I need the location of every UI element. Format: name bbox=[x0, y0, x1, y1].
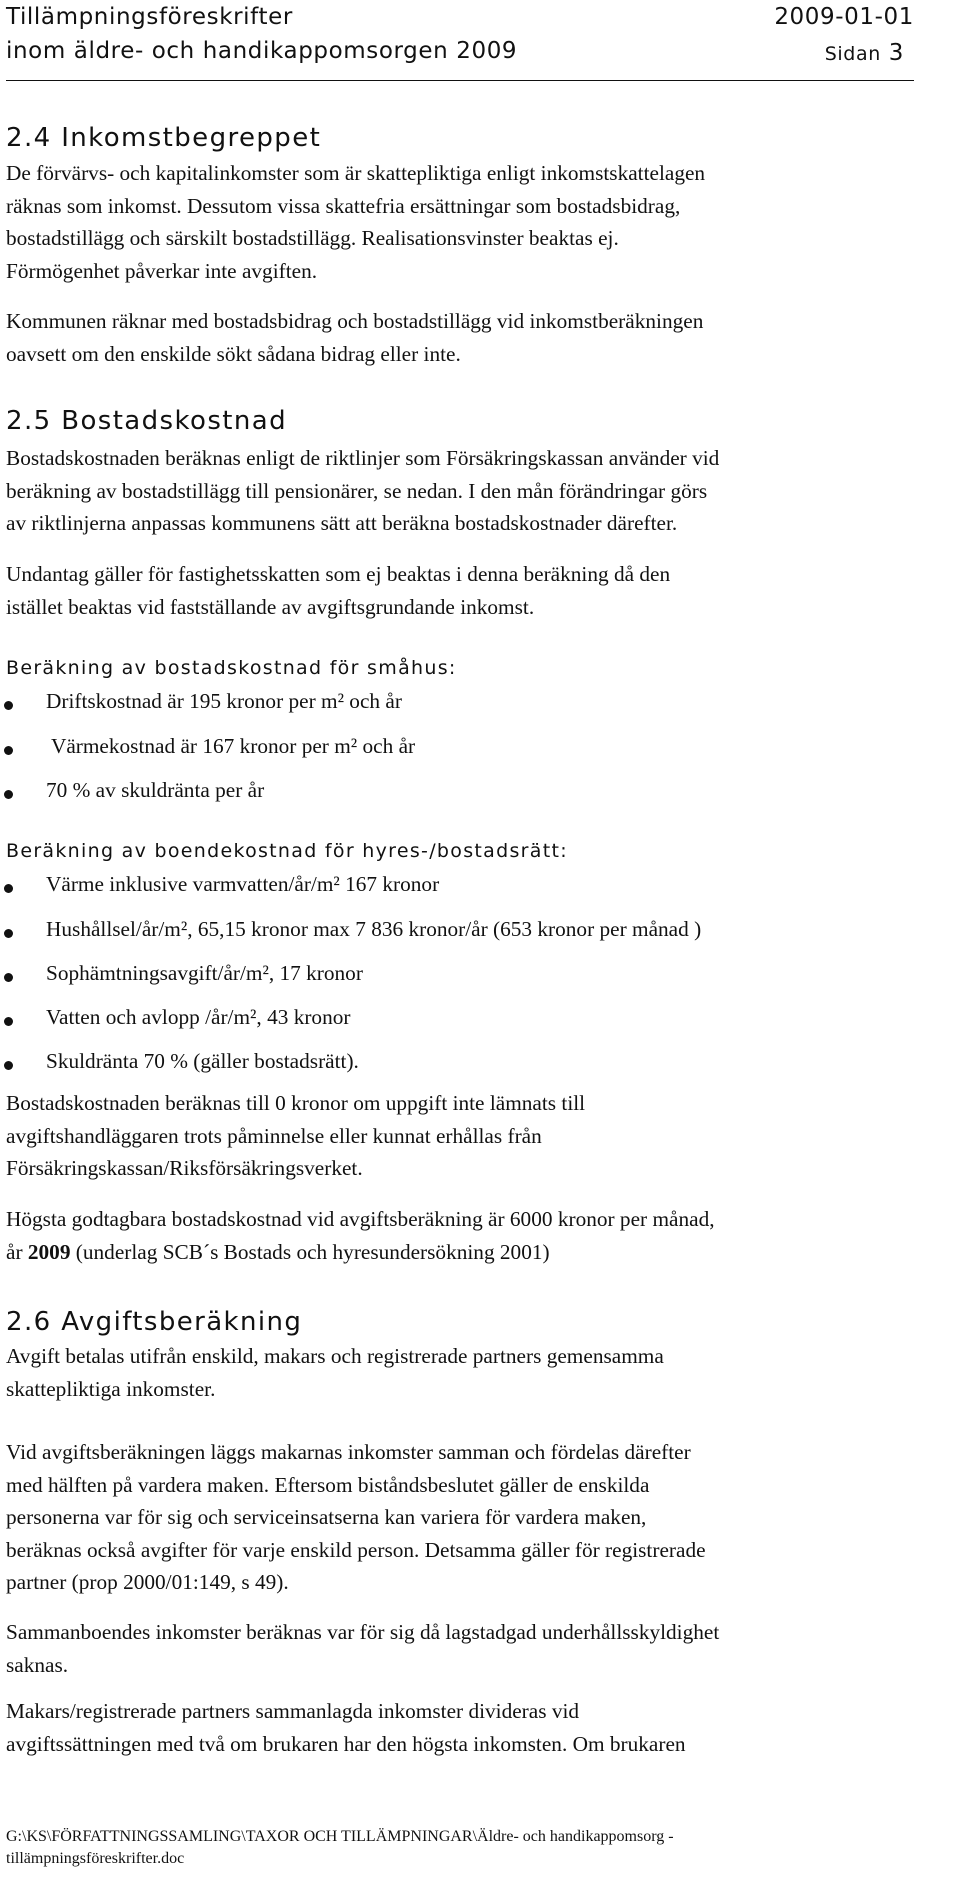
subheading-hyres-bostadsratt: Beräkning av boendekostnad för hyres-/bostadsrätt: bbox=[6, 840, 568, 862]
list-item: Hushållsel/år/m², 65,15 kronor max 7 836 kronor/år (653 kronor per månad ) bbox=[0, 917, 900, 949]
list-item: Skuldränta 70 % (gäller bostadsrätt). bbox=[0, 1049, 900, 1081]
bullet-icon bbox=[4, 929, 13, 938]
header-title-line2: inom äldre- och handikappomsorgen 2009 bbox=[6, 38, 518, 64]
paragraph-fastighetsskatt: Undantag gäller för fastighetsskatten som ej beaktas i denna beräkning då den istället beaktas vid fastställande av avgiftsgrundande inkomst. bbox=[6, 562, 671, 619]
list-item: Vatten och avlopp /år/m², 43 kronor bbox=[0, 1005, 900, 1037]
paragraph-inkomst-definition: De förvärvs- och kapitalinkomster som är skattepliktiga enligt inkomstskattelagen räknas som inkomst. Dessutom vissa skattefria ersättningar som bostadsbidrag, bostadstillägg och särskilt bostadstillägg. Realisationsvinster beaktas ej. Förmögenhet påverkar inte avgiften. bbox=[6, 161, 706, 283]
page-number: Sidan 3 bbox=[824, 40, 904, 66]
year-bold: 2009 bbox=[27, 1239, 71, 1264]
paragraph-registrerade-partners: Makars/registrerade partners sammanlagda inkomster divideras vid avgiftssättningen med två om brukaren har den högsta inkomsten. Om brukaren bbox=[6, 1699, 686, 1756]
paragraph-hogsta-bostadskostnad: Högsta godtagbara bostadskostnad vid avgiftsberäkning är 6000 kronor per månad, år 2009 (underlag SCB´s Bostads och hyresundersökning 2001) bbox=[6, 1207, 715, 1264]
bullet-icon bbox=[4, 701, 13, 710]
section-heading-inkomstbegreppet: 2.4 Inkomstbegreppet bbox=[6, 123, 322, 153]
page-footer-file-path: G:\KS\FÖRFATTNINGSSAMLING\TAXOR OCH TILLÄMPNINGAR\Äldre- och handikappomsorg - tillämpningsföreskrifter.doc bbox=[6, 1828, 674, 1867]
paragraph-bostadskostnad-riktlinjer: Bostadskostnaden beräknas enligt de riktlinjer som Försäkringskassan använder vid beräkning av bostadstillägg till pensionärer, se nedan. I den mån förändringar görs av riktlinjerna anpassas kommunens sätt att beräkna bostadskostnader därefter. bbox=[6, 446, 720, 535]
list-item: Driftskostnad är 195 kronor per m² och år bbox=[0, 689, 900, 721]
paragraph-bostadskostnad-noll: Bostadskostnaden beräknas till 0 kronor om uppgift inte lämnats till avgiftshandläggaren trots påminnelse eller kunnat erhållas från Försäkringskassan/Riksförsäkringsverket. bbox=[6, 1091, 586, 1180]
header-divider bbox=[6, 80, 914, 81]
bullet-icon bbox=[4, 884, 13, 893]
section-heading-bostadskostnad: 2.5 Bostadskostnad bbox=[6, 406, 287, 436]
header-title-line1: Tillämpningsföreskrifter bbox=[6, 4, 293, 30]
bullet-icon bbox=[4, 973, 13, 982]
list-item: Sophämtningsavgift/år/m², 17 kronor bbox=[0, 961, 900, 993]
header-date: 2009-01-01 bbox=[774, 4, 914, 30]
section-heading-avgiftsberakning: 2.6 Avgiftsberäkning bbox=[6, 1307, 303, 1337]
subheading-smahus: Beräkning av bostadskostnad för småhus: bbox=[6, 657, 457, 679]
page-header bbox=[6, 0, 914, 68]
paragraph-sammanboende: Sammanboendes inkomster beräknas var för sig då lagstadgad underhållsskyldighet saknas. bbox=[6, 1620, 720, 1677]
bullet-icon bbox=[4, 790, 13, 799]
list-item: Värme inklusive varmvatten/år/m² 167 kronor bbox=[0, 872, 900, 904]
bullet-icon bbox=[4, 1017, 13, 1026]
paragraph-makar-inkomster: Vid avgiftsberäkningen läggs makarnas inkomster samman och fördelas därefter med hälften på vardera maken. Eftersom biståndsbeslutet gäller de enskilda personerna var för sig och serviceinsatserna kan variera för vardera maken, beräknas också avgifter för varje enskild person. Detsamma gäller för registrerade partner (prop 2000/01:149, s 49). bbox=[6, 1440, 706, 1594]
bullet-icon bbox=[4, 746, 13, 755]
list-item: Värmekostnad är 167 kronor per m² och år bbox=[0, 734, 900, 766]
list-item: 70 % av skuldränta per år bbox=[0, 778, 900, 810]
paragraph-bostadsbidrag: Kommunen räknar med bostadsbidrag och bostadstillägg vid inkomstberäkningen oavsett om den enskilde sökt sådana bidrag eller inte. bbox=[6, 309, 704, 366]
bullet-icon bbox=[4, 1061, 13, 1070]
paragraph-avgift-betalas: Avgift betalas utifrån enskild, makars och registrerade partners gemensamma skattepliktiga inkomster. bbox=[6, 1344, 664, 1401]
